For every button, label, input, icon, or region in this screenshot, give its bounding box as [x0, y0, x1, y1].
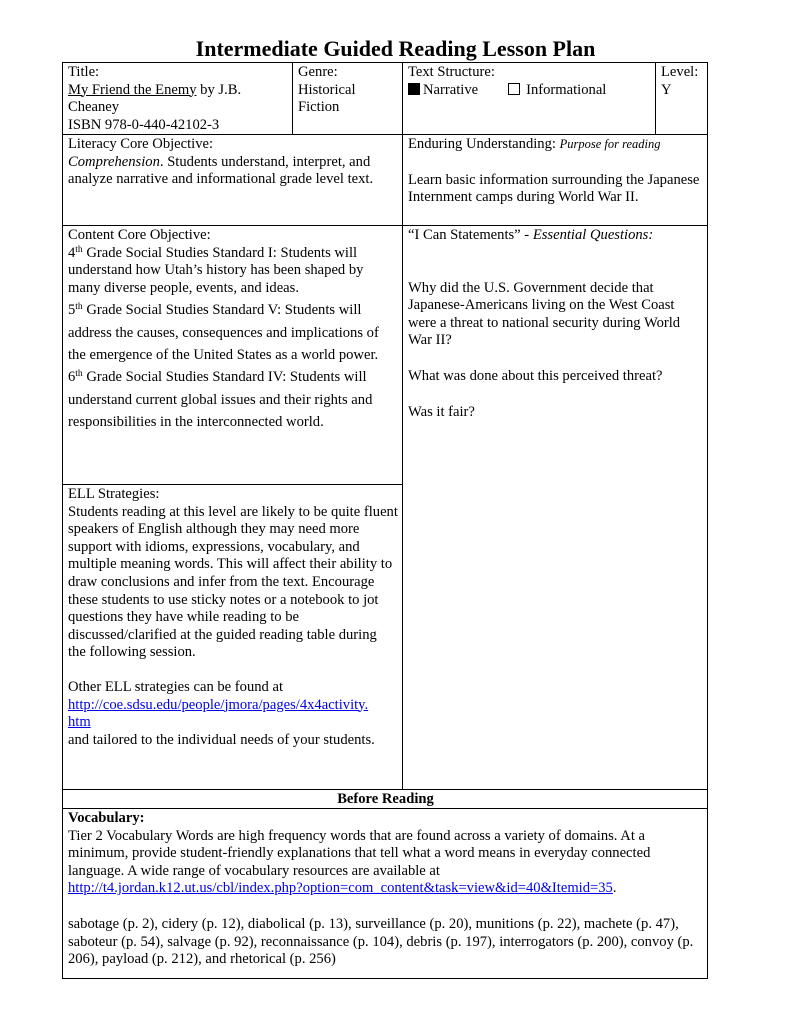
ell-strategies-cell — [62, 484, 403, 790]
lesson-plan-table — [63, 63, 708, 979]
enduring-understanding-cell — [402, 134, 708, 226]
level-value: Y — [661, 81, 672, 98]
vocabulary-resources-link[interactable]: http://t4.jordan.k12.ut.us/cbl/index.php?option=com_content&task=view&id=40&Itemid=35 — [68, 880, 613, 897]
vocabulary-word-list: sabotage (p. 2), cidery (p. 12), diabolical (p. 13), surveillance (p. 20), munitions (p. 22), machete (p. 47), saboteur (p. 54), salvage (p. 92), reconnaissance (p. 104), debris (p. 197), interrogators (p. 200), convoy (p. 206), payload (p. 212), and rhetorical (p. 256) — [68, 915, 694, 968]
ell-paragraph-1: Students reading at this level are likely to be quite fluent speakers of English although they may need more support with idioms, expressions, vocabulary, and multiple meaning words. This will affect their ability to draw conclusions and infer from the text. Encourage these students to use sticky notes or a notebook to jot questions they have while reading to be discussed/clarified at the guided reading table during the following session. — [68, 503, 398, 661]
enduring-understanding-label: Enduring Understanding: — [408, 136, 560, 152]
enduring-understanding-purpose: Purpose for reading — [559, 137, 661, 151]
standard-5th: 5th Grade Social Studies Standard V: Students will address the causes, consequences and implications of the emergence of the United States as a world power. — [68, 302, 379, 363]
literacy-objective-cell — [62, 134, 403, 226]
enduring-understanding-text: Learn basic information surrounding the Japanese Internment camps during World War II. — [408, 171, 700, 206]
content-objective-cell — [62, 225, 403, 485]
before-reading-heading: Before Reading — [62, 789, 708, 809]
narrative-label: Narrative — [423, 81, 479, 98]
essential-questions-label: Essential Questions: — [532, 227, 654, 243]
literacy-objective-label: Literacy Core Objective: — [68, 136, 214, 152]
standard-4th: 4th Grade Social Studies Standard I: Students will understand how Utah’s history has been shaped by many diverse people, events, and ideas. — [68, 244, 364, 296]
ell-paragraph-2-lead: Other ELL strategies can be found at — [68, 678, 284, 695]
book-isbn: ISBN 978-0-440-42102-3 — [68, 116, 220, 133]
essential-question-3: Was it fair? — [408, 403, 475, 420]
can-statements-label: “I Can Statements” - — [408, 227, 533, 243]
title-cell — [62, 62, 293, 135]
level-cell — [655, 62, 708, 135]
content-objective-label: Content Core Objective: — [68, 227, 211, 243]
genre-cell — [292, 62, 403, 135]
ell-label: ELL Strategies: — [68, 486, 160, 502]
narrative-checkbox-checked[interactable] — [408, 83, 420, 95]
standard-6th: 6th Grade Social Studies Standard IV: Students will understand current global issues and their rights and responsibilities in the interconnected world. — [68, 369, 373, 430]
book-author-line2: Cheaney — [68, 99, 120, 116]
vocabulary-text: Tier 2 Vocabulary Words are high frequency words that are found across a variety of domains. At a minimum, provide student-friendly explanations that tell what a word means in everyday connected language. A wide range of vocabulary resources are available at — [68, 827, 651, 879]
text-structure-cell — [402, 62, 656, 135]
book-author: by J.B. — [196, 81, 242, 98]
vocabulary-cell: Vocabulary: Tier 2 Vocabulary Words are high frequency words that are found across a variety of domains. At a minimum, provide student-friendly explanations that tell what a word means in everyday connected language. A wide range of vocabulary resources are available at http://t4.jordan.k12.ut.us/cbl/index.php?option=com_content&task=view&id=40&Itemid=35. sabotage (p. 2), cidery (p. 12), diabolical (p. 13), surveillance (p. 20), munitions (p. 22), machete (p. 47), saboteur (p. 54), salvage (p. 92), reconnaissance (p. 104), debris (p. 197), interrogators (p. 200), convoy (p. 206), payload (p. 212), and rhetorical (p. 256) — [62, 808, 708, 979]
level-label: Level: — [661, 64, 699, 80]
text-structure-label: Text Structure: — [408, 64, 495, 80]
can-statements-cell — [402, 225, 708, 790]
page-title: Intermediate Guided Reading Lesson Plan — [195, 36, 596, 61]
essential-question-1: Why did the U.S. Government decide that Japanese-Americans living on the West Coast were a threat to national security during World War II? — [408, 279, 681, 349]
ell-strategies-link[interactable]: http://coe.sdsu.edu/people/jmora/pages/4x4activity. htm — [68, 696, 369, 731]
vocabulary-label: Vocabulary: — [68, 810, 145, 826]
title-label: Title: — [68, 64, 100, 80]
literacy-objective-text: . Students understand, interpret, and analyze narrative and informational grade level text. — [68, 153, 374, 188]
genre-label: Genre: — [298, 64, 338, 80]
literacy-objective-italic: Comprehension — [68, 153, 160, 170]
informational-label: Informational — [526, 81, 607, 98]
book-title-link[interactable]: My Friend the Enemy — [68, 81, 197, 98]
genre-line1: Historical — [298, 81, 356, 98]
genre-line2: Fiction — [298, 99, 340, 116]
informational-checkbox[interactable] — [508, 83, 520, 95]
essential-question-2: What was done about this perceived threat? — [408, 367, 663, 384]
ell-paragraph-2-tail: and tailored to the individual needs of your students. — [68, 731, 375, 748]
